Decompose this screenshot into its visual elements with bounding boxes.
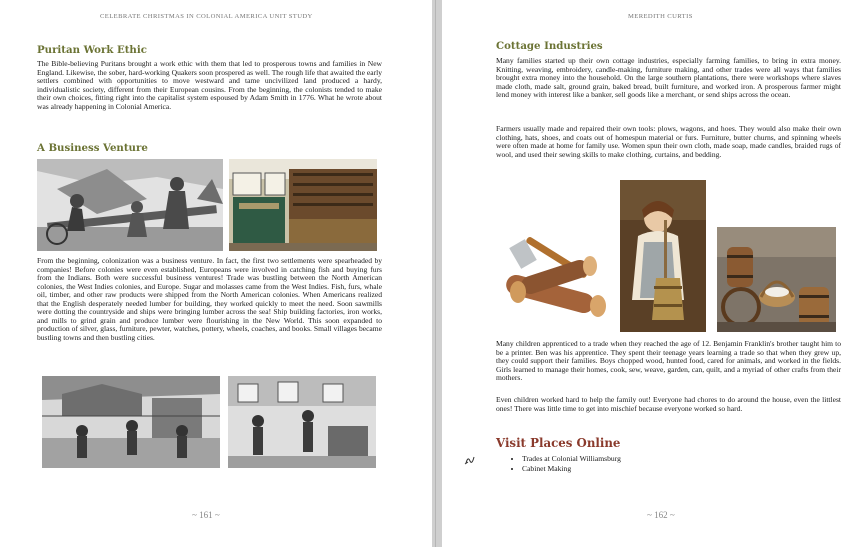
hyperlink-cursor-icon <box>464 454 476 466</box>
left-page <box>0 0 432 547</box>
workshop-engraving <box>228 376 376 468</box>
paragraph-cottage-industries-4: Even children worked hard to help the family out! Everyone had chores to do around the house, even the littlest ones! There was little time to get into mischief because everyone worked so hard. <box>496 395 841 413</box>
sawmill-illustration <box>37 159 223 251</box>
heading-business-venture: A Business Venture <box>37 142 148 154</box>
baskets-barrels-photo <box>717 227 836 332</box>
paragraph-cottage-industries-2: Farmers usually made and repaired their own tools: plows, wagons, and hoes. They would also make their own clothing, hats, shoes, and coats out of homespun material or furs. Furniture, butter churns, and spinning wheels were often made at home for family use. Women spun their own cloth, made soap, made candles, braided rugs of wool, and used their sewing skills to make clothing, curtains, and bedding. <box>496 124 841 159</box>
iron-works-engraving <box>42 376 220 468</box>
page-gutter <box>432 0 442 547</box>
page-number-left: ~ 161 ~ <box>192 510 220 520</box>
running-head-right: MEREDITH CURTIS <box>628 13 693 20</box>
paragraph-business-venture: From the beginning, colonization was a business venture. In fact, the first two settlements were spearheaded by companies! Before colonies were even established, Europeans were involved in catching fish and buying furs from the Indians. Both were successful business ventures! Trade was bustling between the North American colonies, the West Indies colonies, and Europe. Sugar and molasses came from the West Indies. Fish, furs, whale oil, timber, and other raw products were shipped from the North American colonies. When Americans realized that the English desperately needed lumber for building, they worked quickly to meet the need. Soon sawmills were dotting the countryside and ships were bringing lumber across the sea! Ship building factories, iron works, and mills to grind grain and produce lumber were flourishing in the New World. This soon expanded to production of silver, glass, furniture, pewter, watches, pottery, wheels, coaches, and books. Small villages became bustling towns and then bustling cities. <box>37 256 382 342</box>
online-links-list <box>508 454 621 474</box>
link-cabinet-making[interactable]: • Cabinet Making <box>522 464 621 474</box>
running-head-left: CELEBRATE CHRISTMAS IN COLONIAL AMERICA UNIT STUDY <box>100 13 313 20</box>
butter-churn-painting <box>620 180 706 332</box>
link-trades-colonial-williamsburg[interactable]: • Trades at Colonial Williamsburg <box>522 454 621 464</box>
heading-puritan-work-ethic: Puritan Work Ethic <box>37 44 147 56</box>
axe-and-logs-image <box>500 236 610 322</box>
paragraph-puritan-work-ethic: The Bible-believing Puritans brought a work ethic with them that led to prosperous towns and families in New England. Likewise, the sober, hard-working Quakers soon prospered as well. The rough life that awaited the early settlers combined with opportunities to move westward and tame uncivilized land produced a hardy, individualistic society, different from their European cousins. From the beginning, the colonists tended to make their own choices, fitting right into the capitalist system espoused by Adam Smith in 1776. What he wrote about was already happening in Colonial America. <box>37 59 382 111</box>
right-page <box>442 0 866 547</box>
page-number-right: ~ 162 ~ <box>647 510 675 520</box>
apothecary-shop-photo <box>229 159 377 251</box>
heading-visit-places-online: Visit Places Online <box>496 436 621 450</box>
paragraph-cottage-industries-1: Many families started up their own cottage industries, especially farming families, to bring in extra money. Knitting, weaving, embroidery, candle-making, furniture making, and other trades were all ways that families brought extra money into the household. On the large southern plantations, there were workshops where slaves made cloth, made salt, ground grain, baked bread, built furniture, and worked iron. A prosperous farmer might lend money with interest like a banker, sell goods like a merchant, or send ships across the ocean. <box>496 56 841 100</box>
paragraph-cottage-industries-3: Many children apprenticed to a trade when they reached the age of 12. Benjamin Franklin's brother taught him to be a printer. Ben was his apprentice. They spent their teenage years learning a trade so that when they grew up, they could support their families. Boys chopped wood, hunted food, cared for animals, and worked in the fields. Girls learned to manage their homes, cook, sew, weave, garden, can, quilt, and a myriad of other crafts from their mothers. <box>496 339 841 383</box>
heading-cottage-industries: Cottage Industries <box>496 40 603 52</box>
